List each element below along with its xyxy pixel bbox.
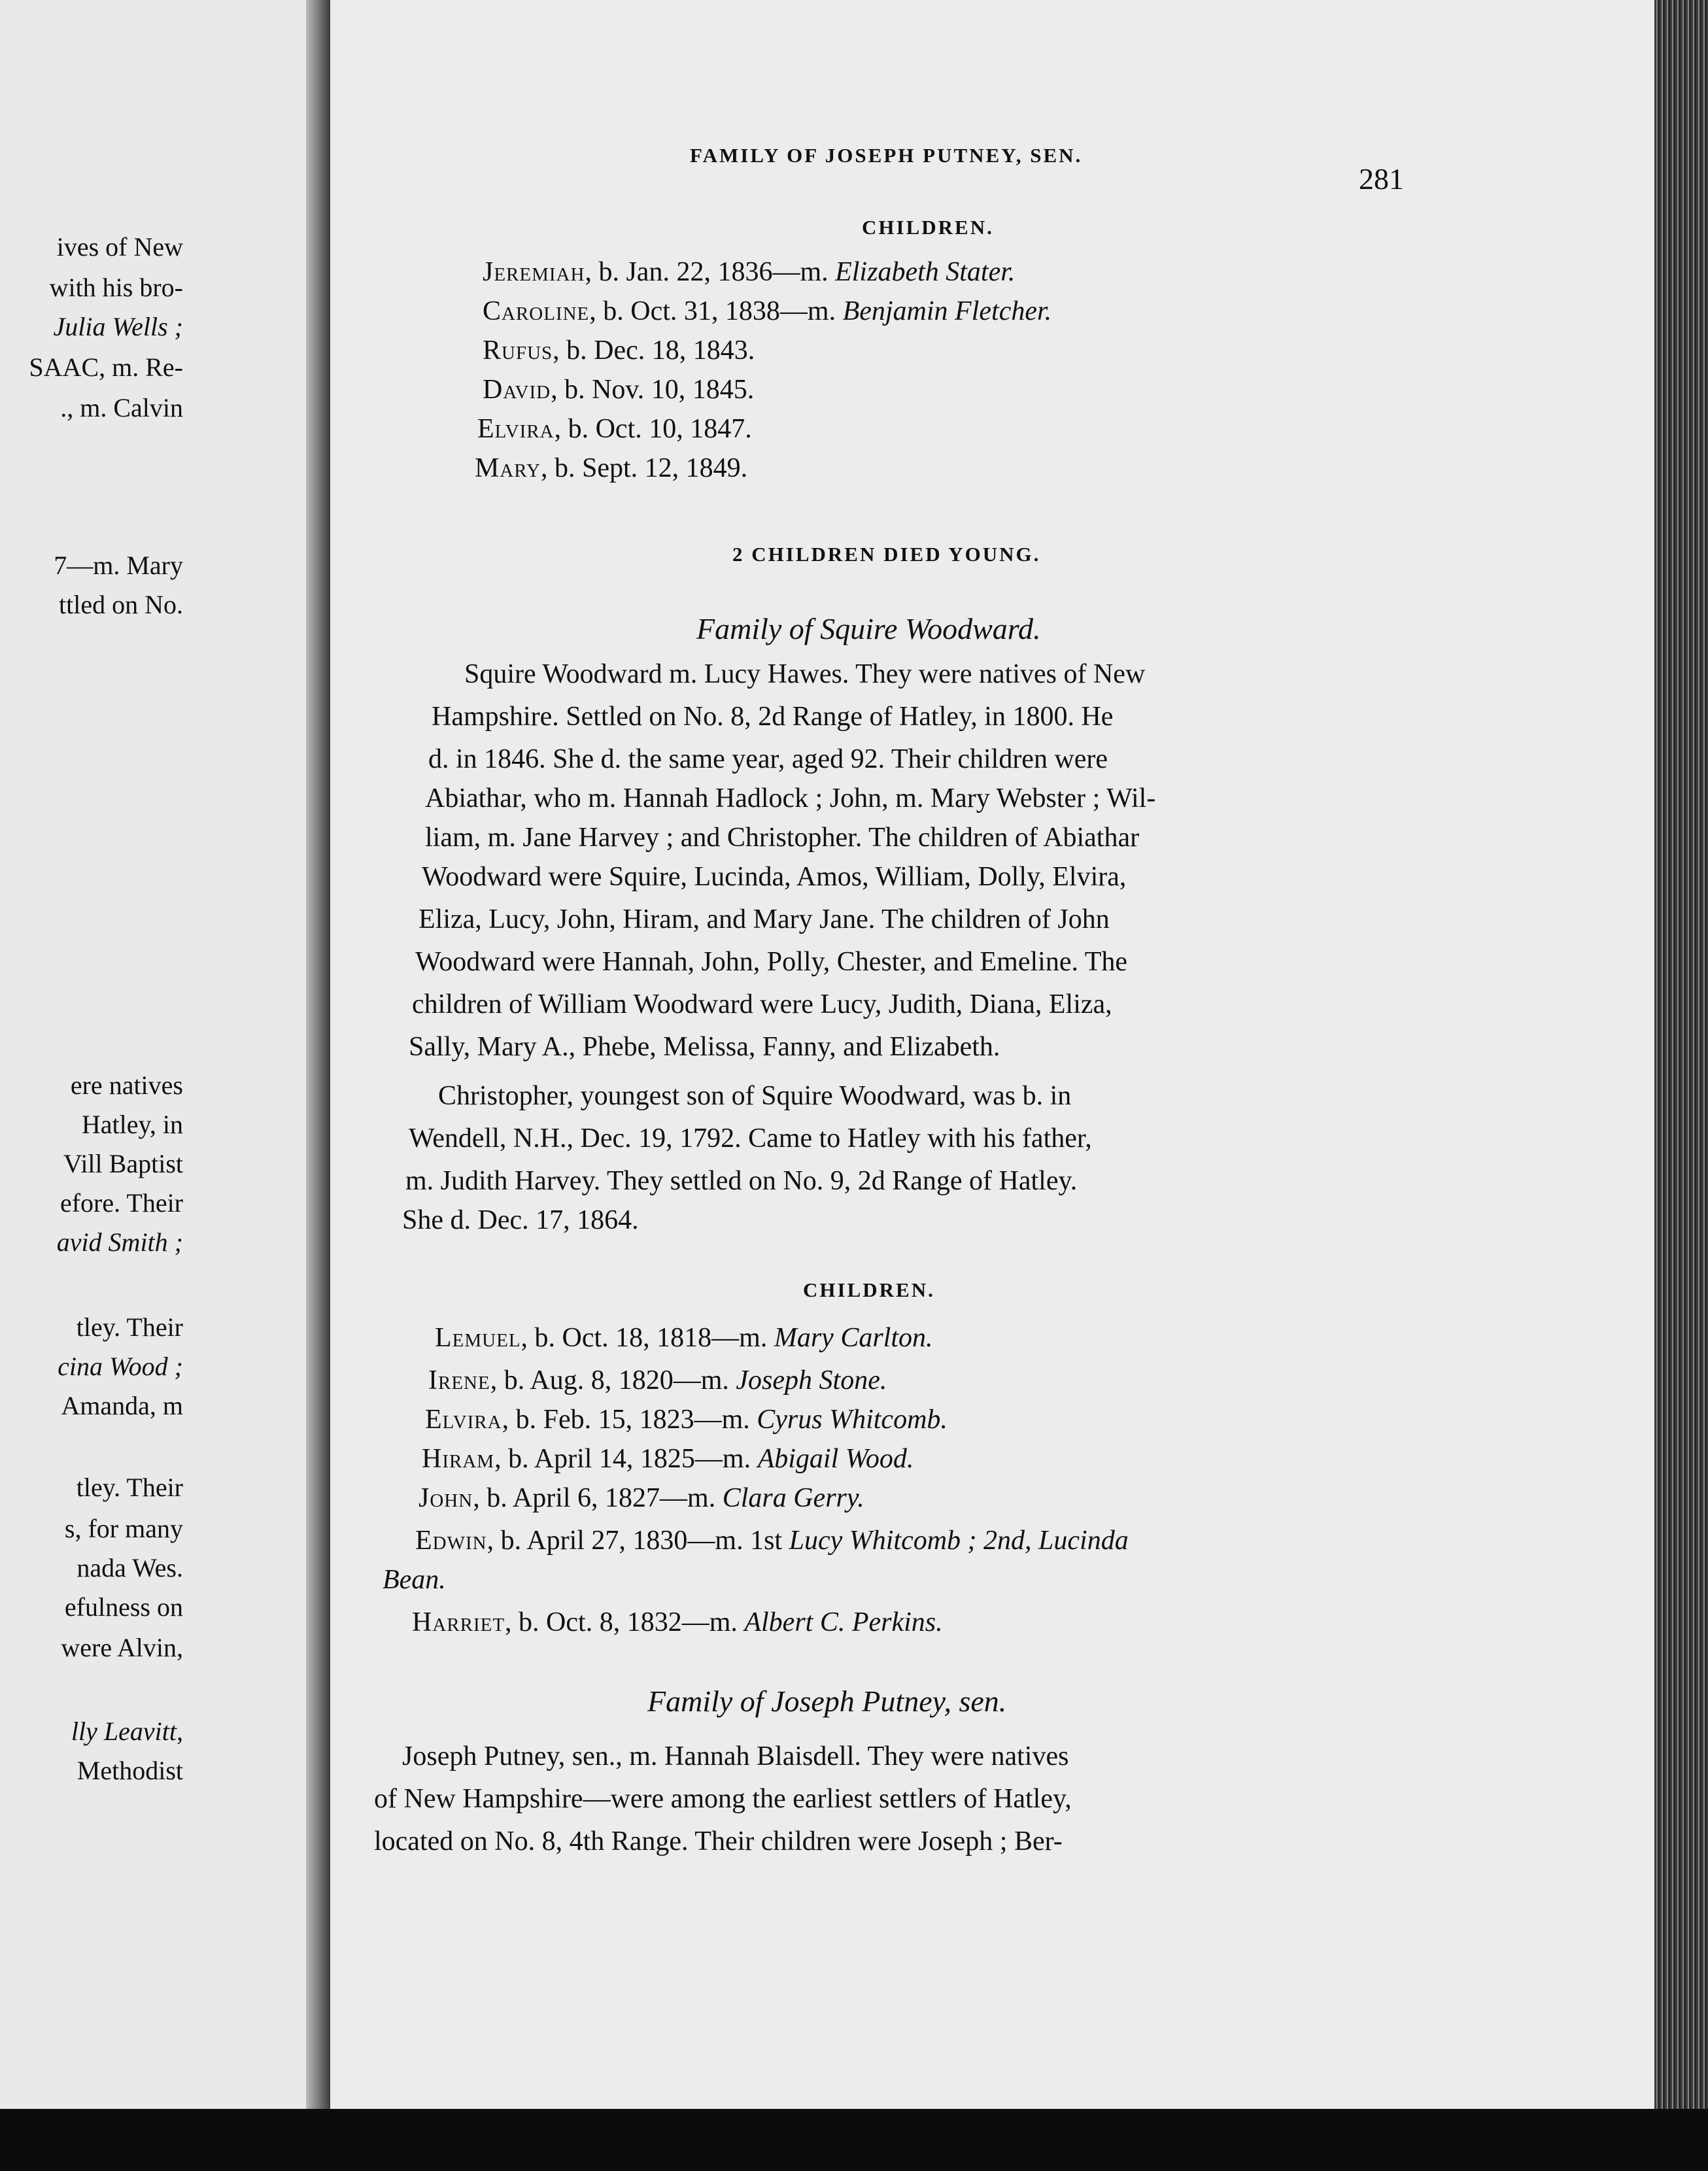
- child-entry: Elvira, b. Feb. 15, 1823—m. Cyrus Whitcomb.: [425, 1405, 948, 1435]
- left-page-line: Amanda, m: [61, 1391, 183, 1420]
- child-entry: Jeremiah, b. Jan. 22, 1836—m. Elizabeth Stater.: [483, 257, 1016, 287]
- child-entry-continuation: Bean.: [383, 1565, 446, 1595]
- children-heading: CHILDREN.: [862, 216, 994, 239]
- child-entry: Mary, b. Sept. 12, 1849.: [475, 453, 748, 483]
- paragraph-line: Abiathar, who m. Hannah Hadlock ; John, m. Mary Webster ; Wil-: [425, 783, 1156, 813]
- paragraph-line: located on No. 8, 4th Range. Their children were Joseph ; Ber-: [374, 1826, 1063, 1856]
- child-entry: Caroline, b. Oct. 31, 1838—m. Benjamin Fletcher.: [483, 296, 1052, 326]
- bottom-shadow: [0, 2109, 1708, 2171]
- children-heading: CHILDREN.: [803, 1278, 935, 1301]
- paragraph-line: Woodward were Hannah, John, Polly, Chester, and Emeline. The: [415, 947, 1128, 977]
- left-page-line: efore. Their: [60, 1188, 183, 1218]
- left-page-line: SAAC, m. Re-: [29, 352, 183, 382]
- child-entry: Hiram, b. April 14, 1825—m. Abigail Wood.: [422, 1444, 914, 1474]
- child-entry: David, b. Nov. 10, 1845.: [483, 375, 755, 405]
- page-number: 281: [1359, 162, 1404, 196]
- died-young-note: 2 CHILDREN DIED YOUNG.: [732, 543, 1041, 566]
- left-page-line: Methodist: [77, 1756, 183, 1785]
- paragraph-line: Joseph Putney, sen., m. Hannah Blaisdell. They were natives: [402, 1741, 1069, 1771]
- paragraph-line: d. in 1846. She d. the same year, aged 92. Their children were: [428, 744, 1108, 774]
- paragraph-line: children of William Woodward were Lucy, Judith, Diana, Eliza,: [412, 989, 1112, 1019]
- left-page-line: nada Wes.: [77, 1553, 183, 1582]
- paragraph-line: Eliza, Lucy, John, Hiram, and Mary Jane. The children of John: [418, 904, 1110, 934]
- paragraph-line: Squire Woodward m. Lucy Hawes. They were natives of New: [464, 659, 1146, 689]
- left-page-line: efulness on: [64, 1592, 183, 1622]
- paragraph-line: Sally, Mary A., Phebe, Melissa, Fanny, and Elizabeth.: [409, 1032, 1000, 1062]
- paragraph-line: Woodward were Squire, Lucinda, Amos, William, Dolly, Elvira,: [422, 862, 1127, 892]
- running-head: FAMILY OF JOSEPH PUTNEY, SEN.: [690, 144, 1083, 167]
- paragraph-line: She d. Dec. 17, 1864.: [402, 1205, 639, 1235]
- family-heading-putney: Family of Joseph Putney, sen.: [647, 1684, 1007, 1718]
- child-entry: Elvira, b. Oct. 10, 1847.: [477, 414, 752, 444]
- paragraph-line: Christopher, youngest son of Squire Woodward, was b. in: [438, 1081, 1072, 1111]
- book-gutter: [306, 0, 333, 2171]
- left-page-line: avid Smith ;: [56, 1227, 183, 1257]
- paragraph-line: Hampshire. Settled on No. 8, 2d Range of Hatley, in 1800. He: [432, 702, 1114, 732]
- paragraph-line: of New Hampshire—were among the earliest settlers of Hatley,: [374, 1784, 1072, 1814]
- left-page-line: Hatley, in: [81, 1110, 183, 1139]
- left-page-line: s, for many: [64, 1514, 183, 1543]
- left-page-line: were Alvin,: [61, 1633, 183, 1662]
- left-page-line: Julia Wells ;: [53, 312, 183, 341]
- family-heading-woodward: Family of Squire Woodward.: [696, 612, 1041, 645]
- child-entry: Lemuel, b. Oct. 18, 1818—m. Mary Carlton.: [435, 1323, 933, 1353]
- left-facing-page: [0, 0, 306, 2171]
- page-edges: [1654, 0, 1708, 2171]
- left-page-line: 7—m. Mary: [54, 551, 183, 580]
- left-page-line: with his bro-: [49, 273, 183, 302]
- child-entry: Irene, b. Aug. 8, 1820—m. Joseph Stone.: [428, 1365, 887, 1395]
- paragraph-line: m. Judith Harvey. They settled on No. 9, 2d Range of Hatley.: [405, 1166, 1078, 1196]
- left-page-line: cina Wood ;: [58, 1352, 183, 1381]
- child-entry: Harriet, b. Oct. 8, 1832—m. Albert C. Perkins.: [412, 1607, 943, 1637]
- paragraph-line: Wendell, N.H., Dec. 19, 1792. Came to Hatley with his father,: [409, 1123, 1092, 1154]
- child-entry: Rufus, b. Dec. 18, 1843.: [483, 335, 755, 366]
- paragraph-line: liam, m. Jane Harvey ; and Christopher. The children of Abiathar: [425, 823, 1140, 853]
- left-page-line: lly Leavitt,: [71, 1717, 183, 1746]
- child-entry: John, b. April 6, 1827—m. Clara Gerry.: [418, 1483, 864, 1513]
- left-page-line: Vill Baptist: [63, 1149, 183, 1178]
- child-entry: Edwin, b. April 27, 1830—m. 1st Lucy Whitcomb ; 2nd, Lucinda: [415, 1526, 1129, 1556]
- left-page-line: ives of New: [56, 232, 183, 262]
- left-page-line: ere natives: [70, 1070, 183, 1100]
- left-page-line: tley. Their: [76, 1473, 183, 1502]
- left-page-line: tley. Their: [76, 1312, 183, 1342]
- left-page-line: ., m. Calvin: [60, 393, 183, 422]
- left-page-line: ttled on No.: [59, 590, 183, 619]
